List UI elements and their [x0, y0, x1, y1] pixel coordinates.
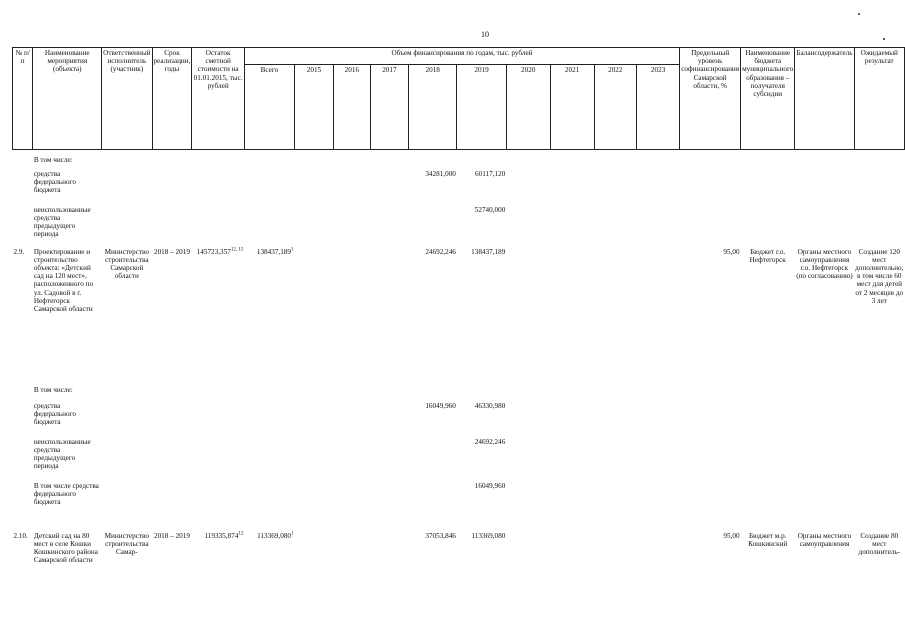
header-total: Всего	[244, 65, 294, 150]
row-total: 138437,189	[256, 247, 291, 256]
header-year: 2017	[370, 65, 408, 150]
table-row	[13, 524, 905, 584]
header-result: Ожидаемый результат	[854, 48, 904, 150]
row-limit: 95,00	[723, 531, 740, 540]
header-year: 2023	[637, 65, 680, 150]
row-limit: 95,00	[723, 247, 740, 256]
cell-2018: 37053,846	[425, 531, 456, 540]
row-name: средства федерального бюджета	[33, 401, 76, 426]
cell-2019: 24692,246	[474, 437, 506, 446]
row-term: 2018 – 2019	[153, 247, 190, 256]
footnote-ref: 1	[290, 531, 294, 537]
row-holder: Органы местного самоуправления	[797, 531, 852, 548]
scan-speck	[883, 38, 885, 40]
row-term: 2018 – 2019	[153, 531, 190, 540]
row-name: неиспользованные средства предыдущего периода	[33, 437, 91, 471]
table-row	[13, 166, 905, 204]
cell-2019: 113369,080	[471, 531, 506, 540]
header-budget: Наименование бюджета муниципального образования – получателя субсидии	[741, 48, 795, 150]
header-year: 2018	[409, 65, 457, 150]
header-limit: Предельный уровень софинансирования Самарской области, %	[680, 48, 741, 150]
row-budget: Бюджет г.о. Нефтегорск	[749, 247, 786, 264]
header-holder: Балансодержатель	[795, 48, 854, 150]
footnote-ref: 12, 15	[230, 247, 244, 253]
header-year: 2021	[550, 65, 594, 150]
row-num: 2.10.	[13, 531, 28, 540]
header-resp: Ответственный исполнитель (участник)	[102, 48, 152, 150]
header-year: 2016	[333, 65, 370, 150]
row-name: В том числе:	[33, 156, 73, 164]
header-year: 2015	[294, 65, 333, 150]
row-budget: Бюджет м.р. Кошкинский	[748, 531, 788, 548]
cell-2019: 16049,960	[474, 481, 506, 490]
cell-2018: 16049,960	[425, 401, 456, 410]
row-name: средства федерального бюджета	[33, 169, 76, 194]
row-holder: Органы местного самоуправления г.о. Нефтегорск (по согласованию)	[796, 247, 853, 281]
table-row	[13, 204, 905, 248]
row-resp: Министерство строительства Самарской области	[104, 247, 149, 281]
table-row	[13, 150, 905, 166]
row-rest: 145723,357	[196, 247, 231, 256]
row-name: В том числе средства федерального бюджета	[33, 481, 99, 506]
table-row	[13, 248, 905, 386]
header-year: 2022	[594, 65, 636, 150]
row-result: Создание 80 мест дополнитель-	[858, 531, 901, 556]
row-rest: 119335,874	[204, 531, 239, 540]
page-number: 10	[481, 30, 489, 39]
header-num: № п/п	[13, 48, 33, 150]
header-name: Наименование мероприятия (объекта)	[33, 48, 102, 150]
cell-2019: 46330,980	[474, 401, 506, 410]
table-row	[13, 438, 905, 482]
row-name: Проектирование и строительство объекта: «Детский сад на 120 мест», расположенного по ул. Садовой в г. Нефтегорск Самарской области	[33, 247, 94, 313]
row-total: 113369,080	[257, 531, 291, 540]
header-term: Срок реализации, годы	[152, 48, 192, 150]
footnote-ref: 12	[238, 531, 244, 537]
scan-speck	[858, 13, 860, 15]
row-name: В том числе:	[33, 385, 73, 394]
financing-table	[12, 47, 905, 584]
cell-2018: 34281,000	[425, 169, 456, 178]
cell-2019: 138437,189	[471, 247, 506, 256]
row-name: Детский сад на 80 мест в селе Кошки Кошкинского района Самарской области	[33, 531, 98, 565]
table-row	[13, 400, 905, 438]
row-resp: Министерство строительства Самар-	[104, 531, 149, 556]
cell-2019: 60117,120	[475, 169, 506, 178]
header-rest: Остаток сметной стоимости на 01.01.2015, тыс. рублей	[192, 48, 244, 150]
header-year: 2019	[457, 65, 506, 150]
row-num: 2.9.	[13, 247, 25, 256]
footnote-ref: 1	[290, 247, 294, 253]
cell-2019: 52740,000	[474, 205, 506, 214]
table-row	[13, 482, 905, 524]
header-year: 2020	[506, 65, 550, 150]
header-volume: Объем финансирования по годам, тыс. рублей	[244, 48, 679, 65]
row-result: Создание 120 мест дополнительно, в том числе 60 мест для детей от 2 месяцев до 3 лет	[855, 247, 904, 305]
row-name: неиспользованные средства предыдущего периода	[33, 205, 91, 239]
table-row	[13, 386, 905, 400]
cell-2018: 24692,246	[425, 247, 456, 256]
